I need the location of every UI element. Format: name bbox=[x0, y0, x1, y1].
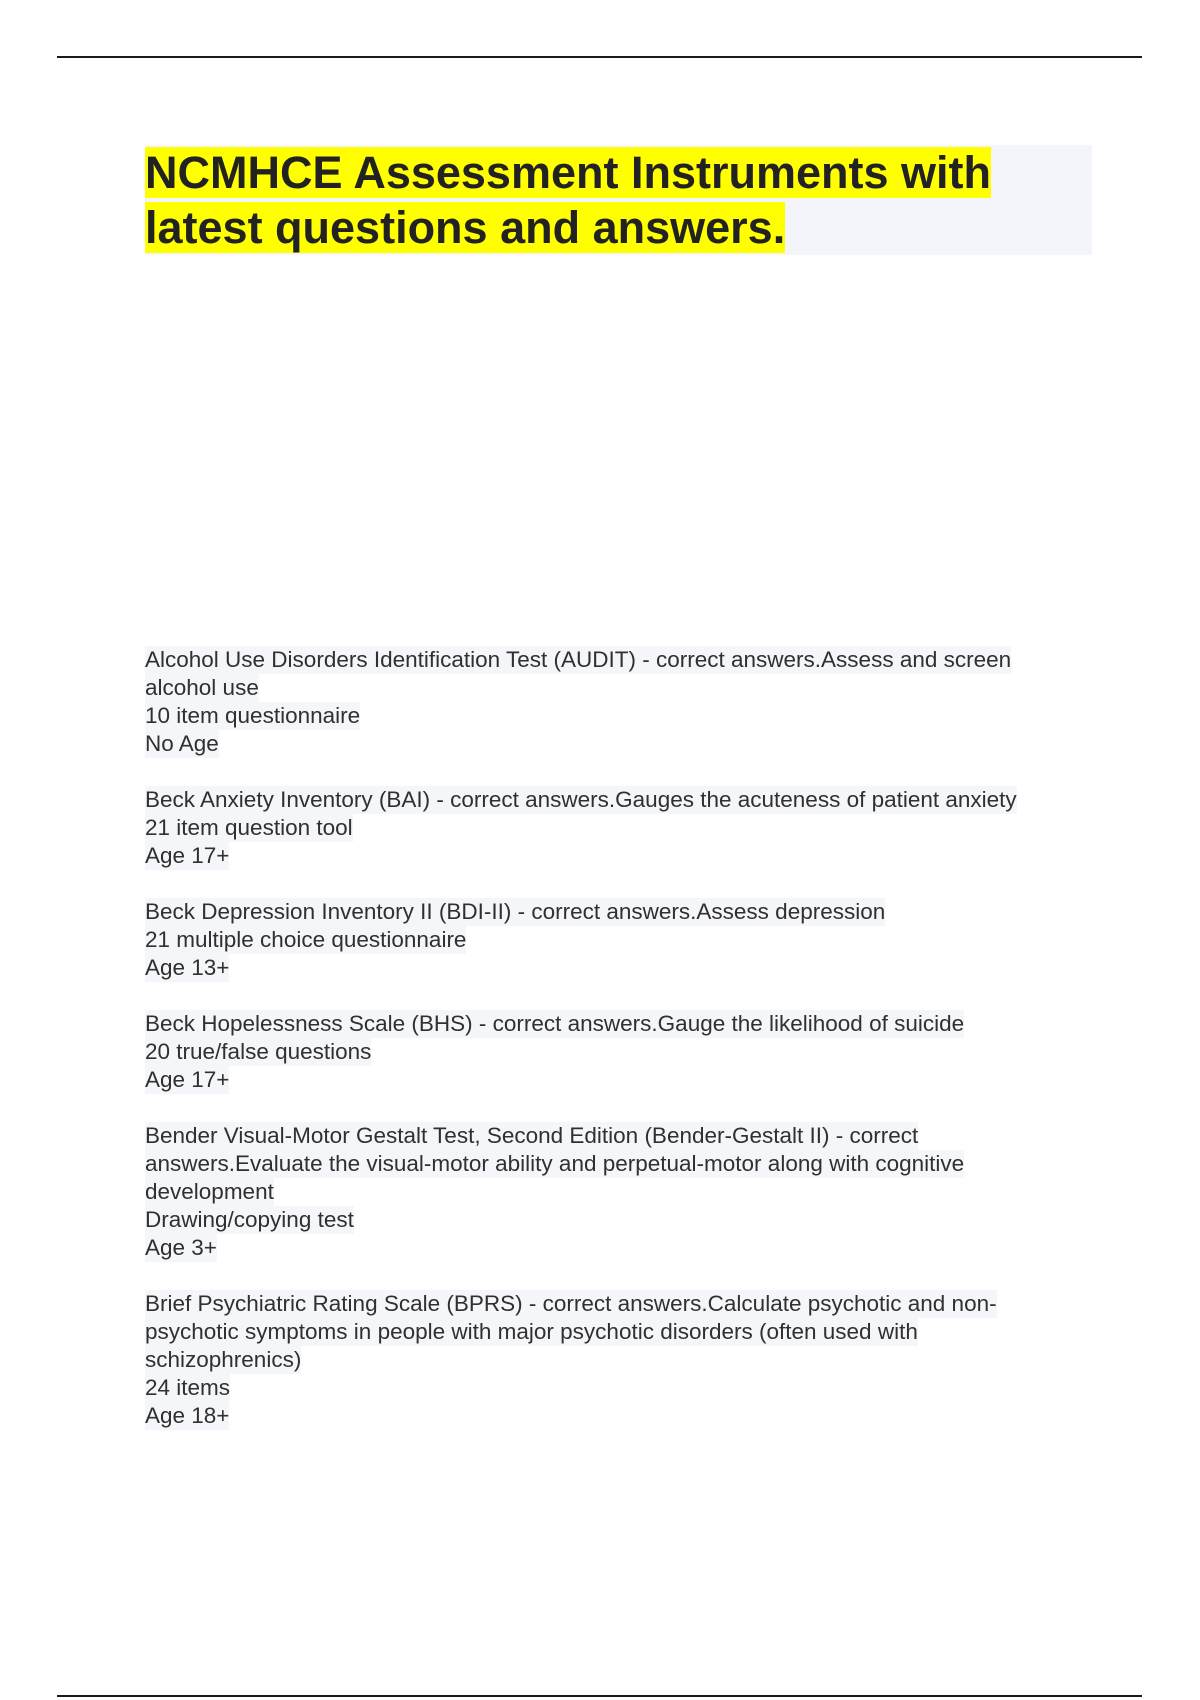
entry-line: Drawing/copying test bbox=[145, 1207, 354, 1232]
entry-line: 24 items bbox=[145, 1375, 231, 1400]
bottom-rule bbox=[57, 1695, 1142, 1697]
entry-line: schizophrenics) bbox=[145, 1347, 302, 1372]
entry-line: Beck Anxiety Inventory (BAI) - correct answers.Gauges the acuteness of patient anxiety bbox=[145, 787, 1017, 812]
title-line-2: latest questions and answers. bbox=[145, 202, 786, 253]
entry-line: development bbox=[145, 1179, 274, 1204]
entry-line: 21 multiple choice questionnaire bbox=[145, 927, 467, 952]
entry-bender-gestalt bbox=[145, 1122, 1090, 1262]
title-block bbox=[145, 145, 1092, 255]
entry-bai bbox=[145, 786, 1090, 870]
entry-line: 21 item question tool bbox=[145, 815, 353, 840]
title-line-1: NCMHCE Assessment Instruments with bbox=[145, 147, 991, 198]
entry-bdi-ii bbox=[145, 898, 1090, 982]
entry-audit bbox=[145, 646, 1090, 758]
entry-line: Beck Hopelessness Scale (BHS) - correct answers.Gauge the likelihood of suicide bbox=[145, 1011, 965, 1036]
entry-line: No Age bbox=[145, 731, 219, 756]
entry-line: 20 true/false questions bbox=[145, 1039, 372, 1064]
entry-line: Age 17+ bbox=[145, 1067, 230, 1092]
entry-line: Age 17+ bbox=[145, 843, 230, 868]
entry-bprs bbox=[145, 1290, 1090, 1430]
entry-line: Bender Visual-Motor Gestalt Test, Second Edition (Bender-Gestalt II) - correct bbox=[145, 1123, 919, 1148]
entry-line: alcohol use bbox=[145, 675, 259, 700]
entry-line: psychotic symptoms in people with major psychotic disorders (often used with bbox=[145, 1319, 918, 1344]
document-title bbox=[145, 145, 1092, 255]
entry-line: Age 18+ bbox=[145, 1403, 230, 1428]
top-rule bbox=[57, 56, 1142, 58]
entry-line: Age 13+ bbox=[145, 955, 230, 980]
entry-line: Brief Psychiatric Rating Scale (BPRS) - correct answers.Calculate psychotic and non- bbox=[145, 1291, 997, 1316]
entry-line: Beck Depression Inventory II (BDI-II) - correct answers.Assess depression bbox=[145, 899, 886, 924]
entry-line: answers.Evaluate the visual-motor ability and perpetual-motor along with cognitive bbox=[145, 1151, 965, 1176]
qa-entries bbox=[145, 646, 1090, 1458]
entry-bhs bbox=[145, 1010, 1090, 1094]
entry-line: Alcohol Use Disorders Identification Test (AUDIT) - correct answers.Assess and screen bbox=[145, 647, 1012, 672]
entry-line: 10 item questionnaire bbox=[145, 703, 361, 728]
entry-line: Age 3+ bbox=[145, 1235, 217, 1260]
